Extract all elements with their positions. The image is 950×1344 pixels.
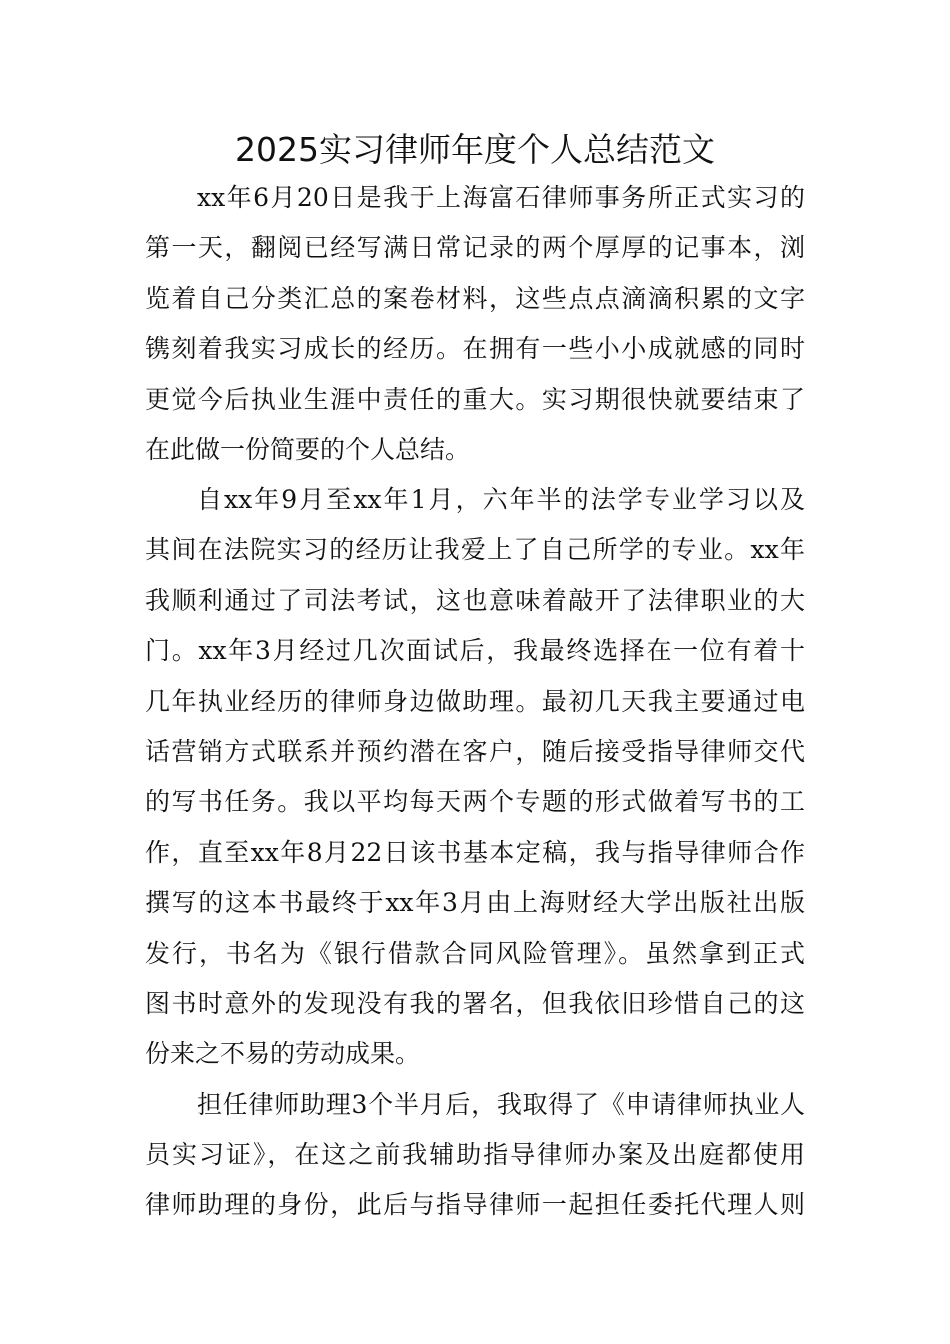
paragraph-3-line-3: 律师助理的身份，此后与指导律师一起担任委托代理人则 [145, 1190, 805, 1219]
paragraph-2-line-5: 几年执业经历的律师身边做助理。最初几天我主要通过电 [145, 687, 805, 716]
paragraph-1-line-5: 更觉今后执业生涯中责任的重大。实习期很快就要结束了 [145, 385, 805, 414]
paragraph-1-line-3: 览着自己分类汇总的案卷材料，这些点点滴滴积累的文字 [145, 284, 805, 313]
paragraph-1-line-2: 第一天，翻阅已经写满日常记录的两个厚厚的记事本，浏 [145, 233, 805, 262]
paragraph-2-line-4: 门。xx年3月经过几次面试后，我最终选择在一位有着十 [145, 636, 805, 665]
paragraph-1-line-6: 在此做一份简要的个人总结。 [145, 435, 471, 464]
paragraph-2-line-11: 图书时意外的发现没有我的署名，但我依旧珍惜自己的这 [145, 989, 805, 1018]
paragraph-2-line-8: 作，直至xx年8月22日该书基本定稿，我与指导律师合作 [145, 838, 805, 867]
paragraph-3-line-1: 担任律师助理3个半月后，我取得了《申请律师执业人 [197, 1090, 805, 1119]
paragraph-2-line-6: 话营销方式联系并预约潜在客户，随后接受指导律师交代 [145, 737, 805, 766]
paragraph-2-line-10: 发行，书名为《银行借款合同风险管理》。虽然拿到正式 [145, 939, 805, 968]
paragraph-1-line-4: 镌刻着我实习成长的经历。在拥有一些小小成就感的同时 [145, 334, 805, 363]
paragraph-1-line-1: xx年6月20日是我于上海富石律师事务所正式实习的 [197, 183, 805, 212]
paragraph-2-line-12: 份来之不易的劳动成果。 [145, 1039, 421, 1068]
paragraph-2-line-3: 我顺利通过了司法考试，这也意味着敲开了法律职业的大 [145, 586, 805, 615]
paragraph-2-line-7: 的写书任务。我以平均每天两个专题的形式做着写书的工 [145, 787, 805, 816]
paragraph-2-line-2: 其间在法院实习的经历让我爱上了自己所学的专业。xx年 [145, 535, 805, 564]
paragraph-3-line-2: 员实习证》，在这之前我辅助指导律师办案及出庭都使用 [145, 1140, 805, 1169]
document-title: 2025实习律师年度个人总结范文 [235, 130, 715, 169]
paragraph-2-line-9: 撰写的这本书最终于xx年3月由上海财经大学出版社出版 [145, 888, 805, 917]
paragraph-2-line-1: 自xx年9月至xx年1月，六年半的法学专业学习以及 [197, 485, 805, 514]
